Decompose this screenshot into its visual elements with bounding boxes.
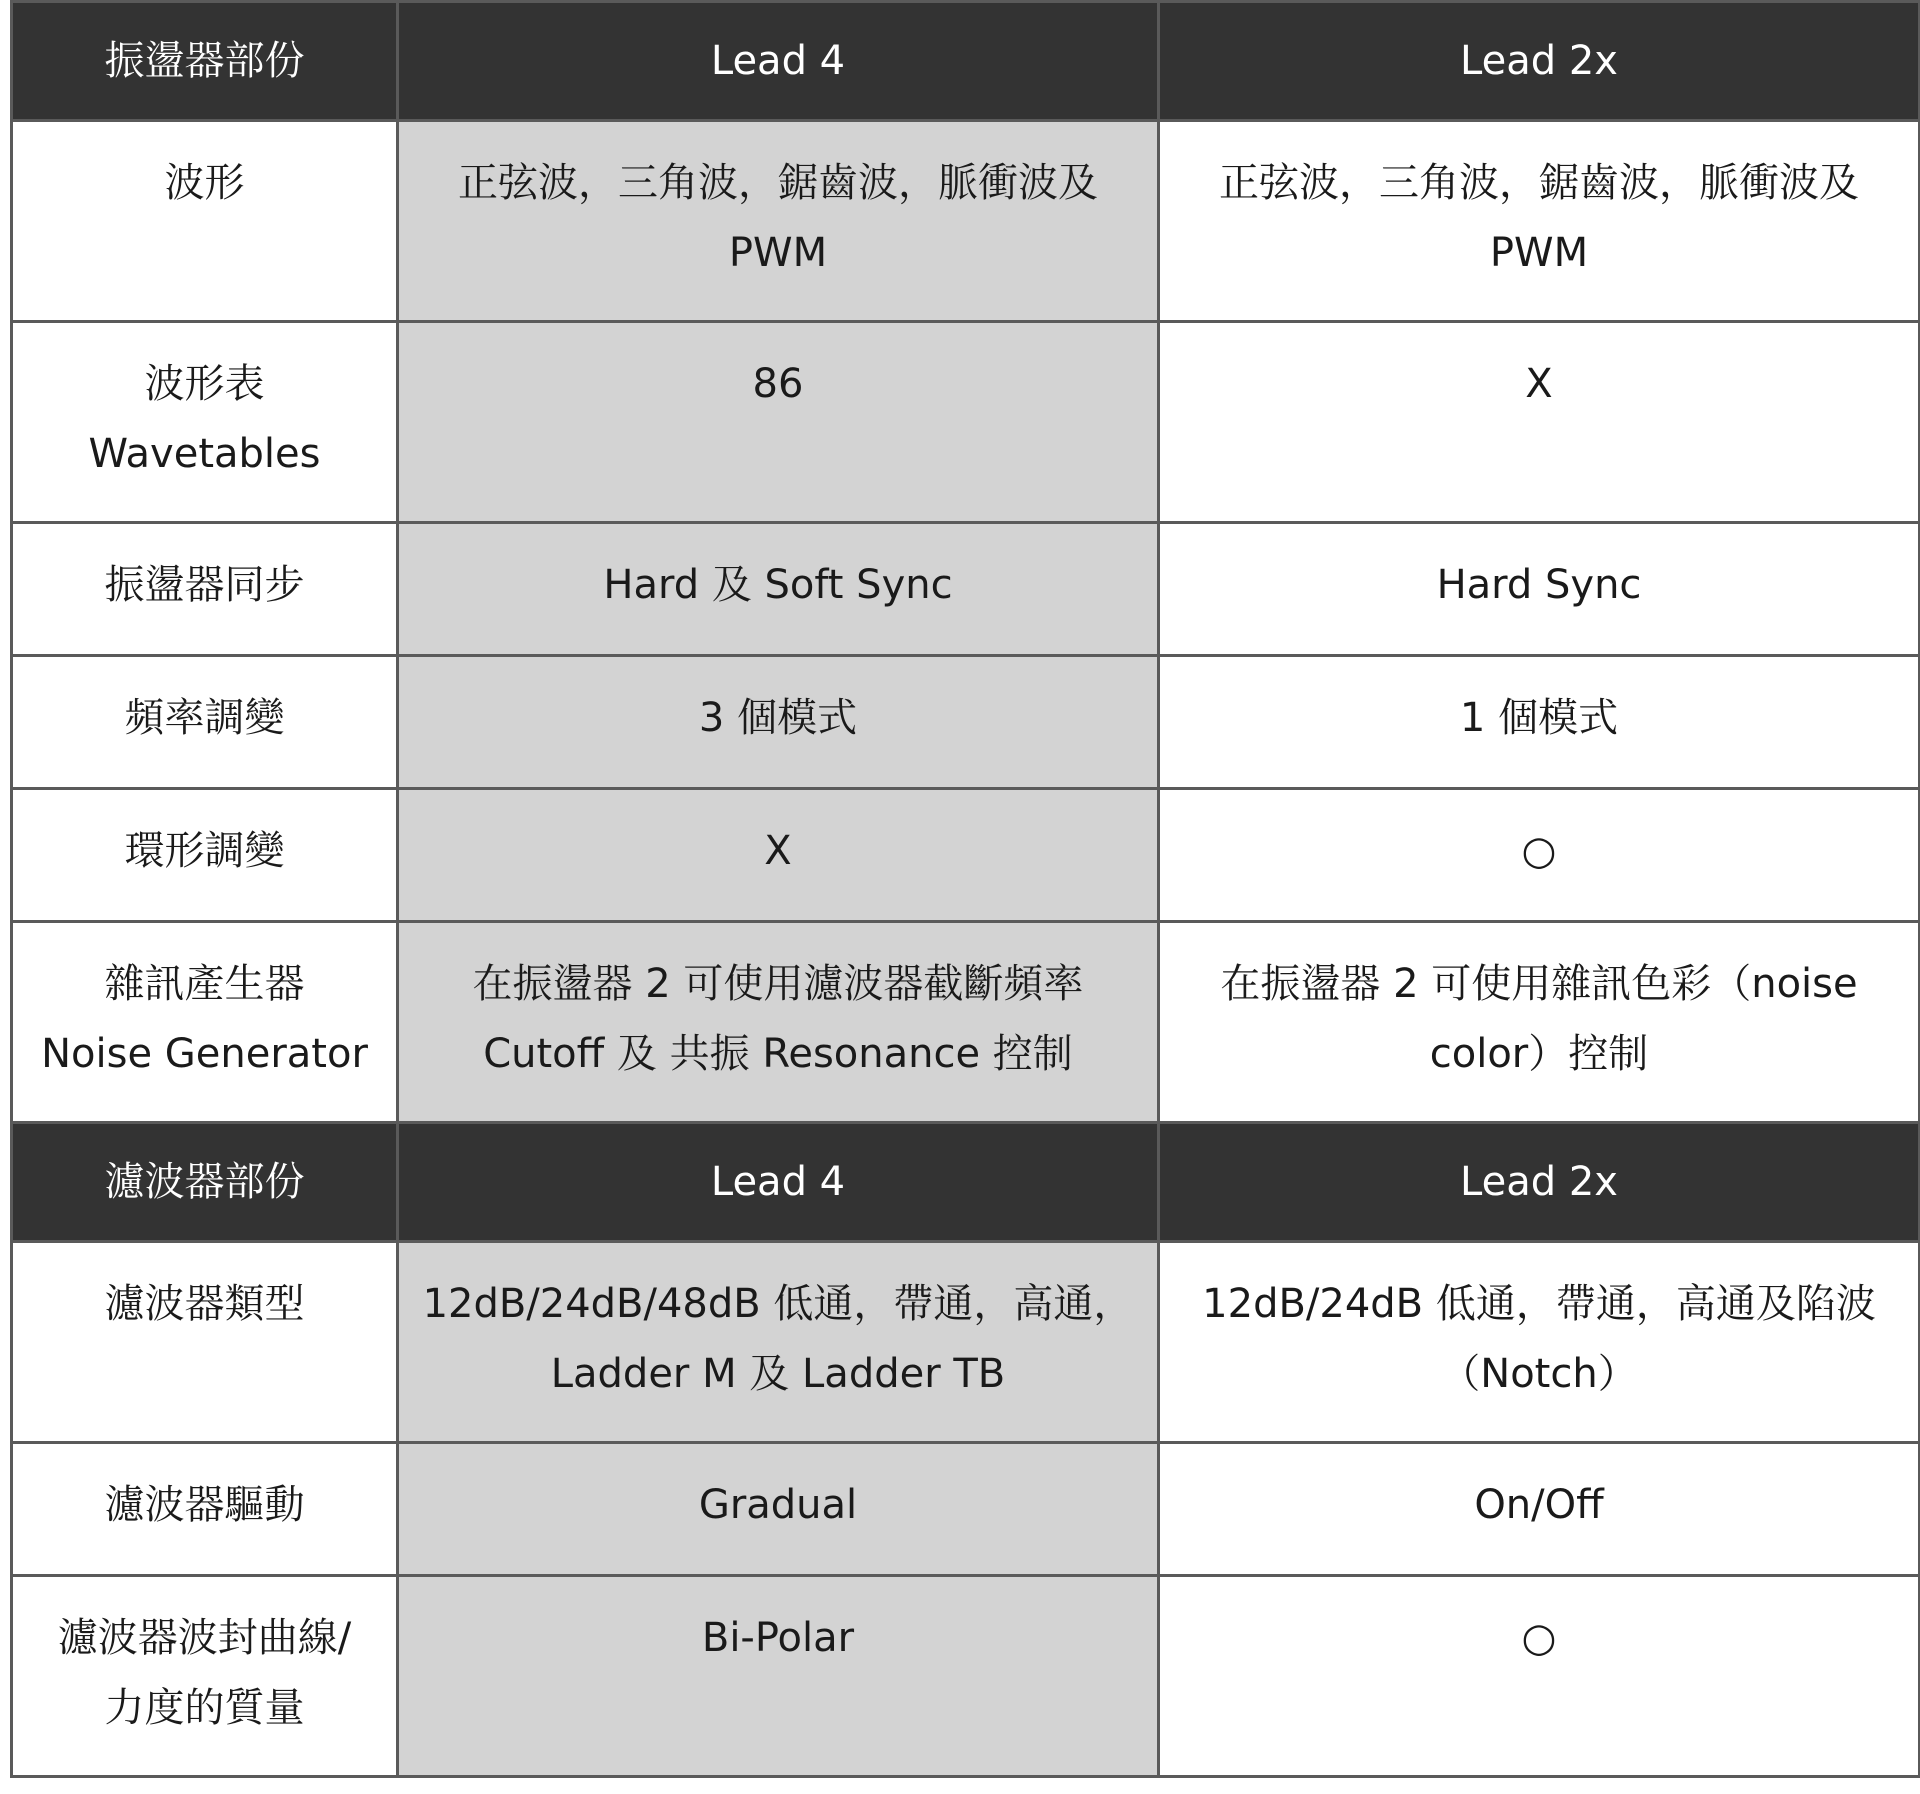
lead2x-value: On/Off	[1159, 1443, 1920, 1576]
table-row	[12, 1576, 1920, 1777]
lead4-value: 86	[398, 322, 1159, 523]
lead2x-value	[1159, 789, 1920, 922]
column-header-lead4: Lead 4	[398, 2, 1159, 121]
section-title-oscillator: 振盪器部份	[12, 2, 398, 121]
oscillator-header-row	[12, 2, 1920, 121]
column-header-lead2x: Lead 2x	[1159, 2, 1920, 121]
lead2x-value: 1 個模式	[1159, 656, 1920, 789]
lead4-value: Bi-Polar	[398, 1576, 1159, 1777]
column-header-lead2x: Lead 2x	[1159, 1123, 1920, 1242]
row-label: 振盪器同步	[12, 523, 398, 656]
lead4-value: Hard 及 Soft Sync	[398, 523, 1159, 656]
row-label: 濾波器類型	[12, 1242, 398, 1443]
column-header-lead4: Lead 4	[398, 1123, 1159, 1242]
row-label: 波形表 Wavetables	[12, 322, 398, 523]
table-row	[12, 789, 1920, 922]
table-row	[12, 1242, 1920, 1443]
row-label: 濾波器波封曲線/ 力度的質量	[12, 1576, 398, 1777]
circle-mark: ○	[1521, 1615, 1557, 1661]
table-row	[12, 1443, 1920, 1576]
lead4-value: 在振盪器 2 可使用濾波器截斷頻率 Cutoff 及 共振 Resonance 控制	[398, 922, 1159, 1123]
lead2x-value: X	[1159, 322, 1920, 523]
row-label: 環形調變	[12, 789, 398, 922]
filter-header-row	[12, 1123, 1920, 1242]
table-row	[12, 523, 1920, 656]
row-label: 波形	[12, 121, 398, 322]
table-row	[12, 656, 1920, 789]
lead4-value: 3 個模式	[398, 656, 1159, 789]
table-row	[12, 322, 1920, 523]
circle-mark: ○	[1521, 828, 1557, 874]
lead2x-value: 在振盪器 2 可使用雜訊色彩（noise color）控制	[1159, 922, 1920, 1123]
spec-comparison-table	[10, 0, 1920, 1778]
lead2x-value: Hard Sync	[1159, 523, 1920, 656]
lead2x-value: 正弦波，三角波，鋸齒波，脈衝波及 PWM	[1159, 121, 1920, 322]
table-row	[12, 922, 1920, 1123]
lead2x-value: 12dB/24dB 低通，帶通，高通及陷波 （Notch）	[1159, 1242, 1920, 1443]
lead4-value: 正弦波，三角波，鋸齒波，脈衝波及 PWM	[398, 121, 1159, 322]
row-label: 濾波器驅動	[12, 1443, 398, 1576]
lead4-value: X	[398, 789, 1159, 922]
lead2x-value	[1159, 1576, 1920, 1777]
row-label: 頻率調變	[12, 656, 398, 789]
section-title-filter: 濾波器部份	[12, 1123, 398, 1242]
lead4-value: 12dB/24dB/48dB 低通，帶通，高通， Ladder M 及 Ladder TB	[398, 1242, 1159, 1443]
table-row	[12, 121, 1920, 322]
lead4-value: Gradual	[398, 1443, 1159, 1576]
row-label: 雜訊產生器 Noise Generator	[12, 922, 398, 1123]
